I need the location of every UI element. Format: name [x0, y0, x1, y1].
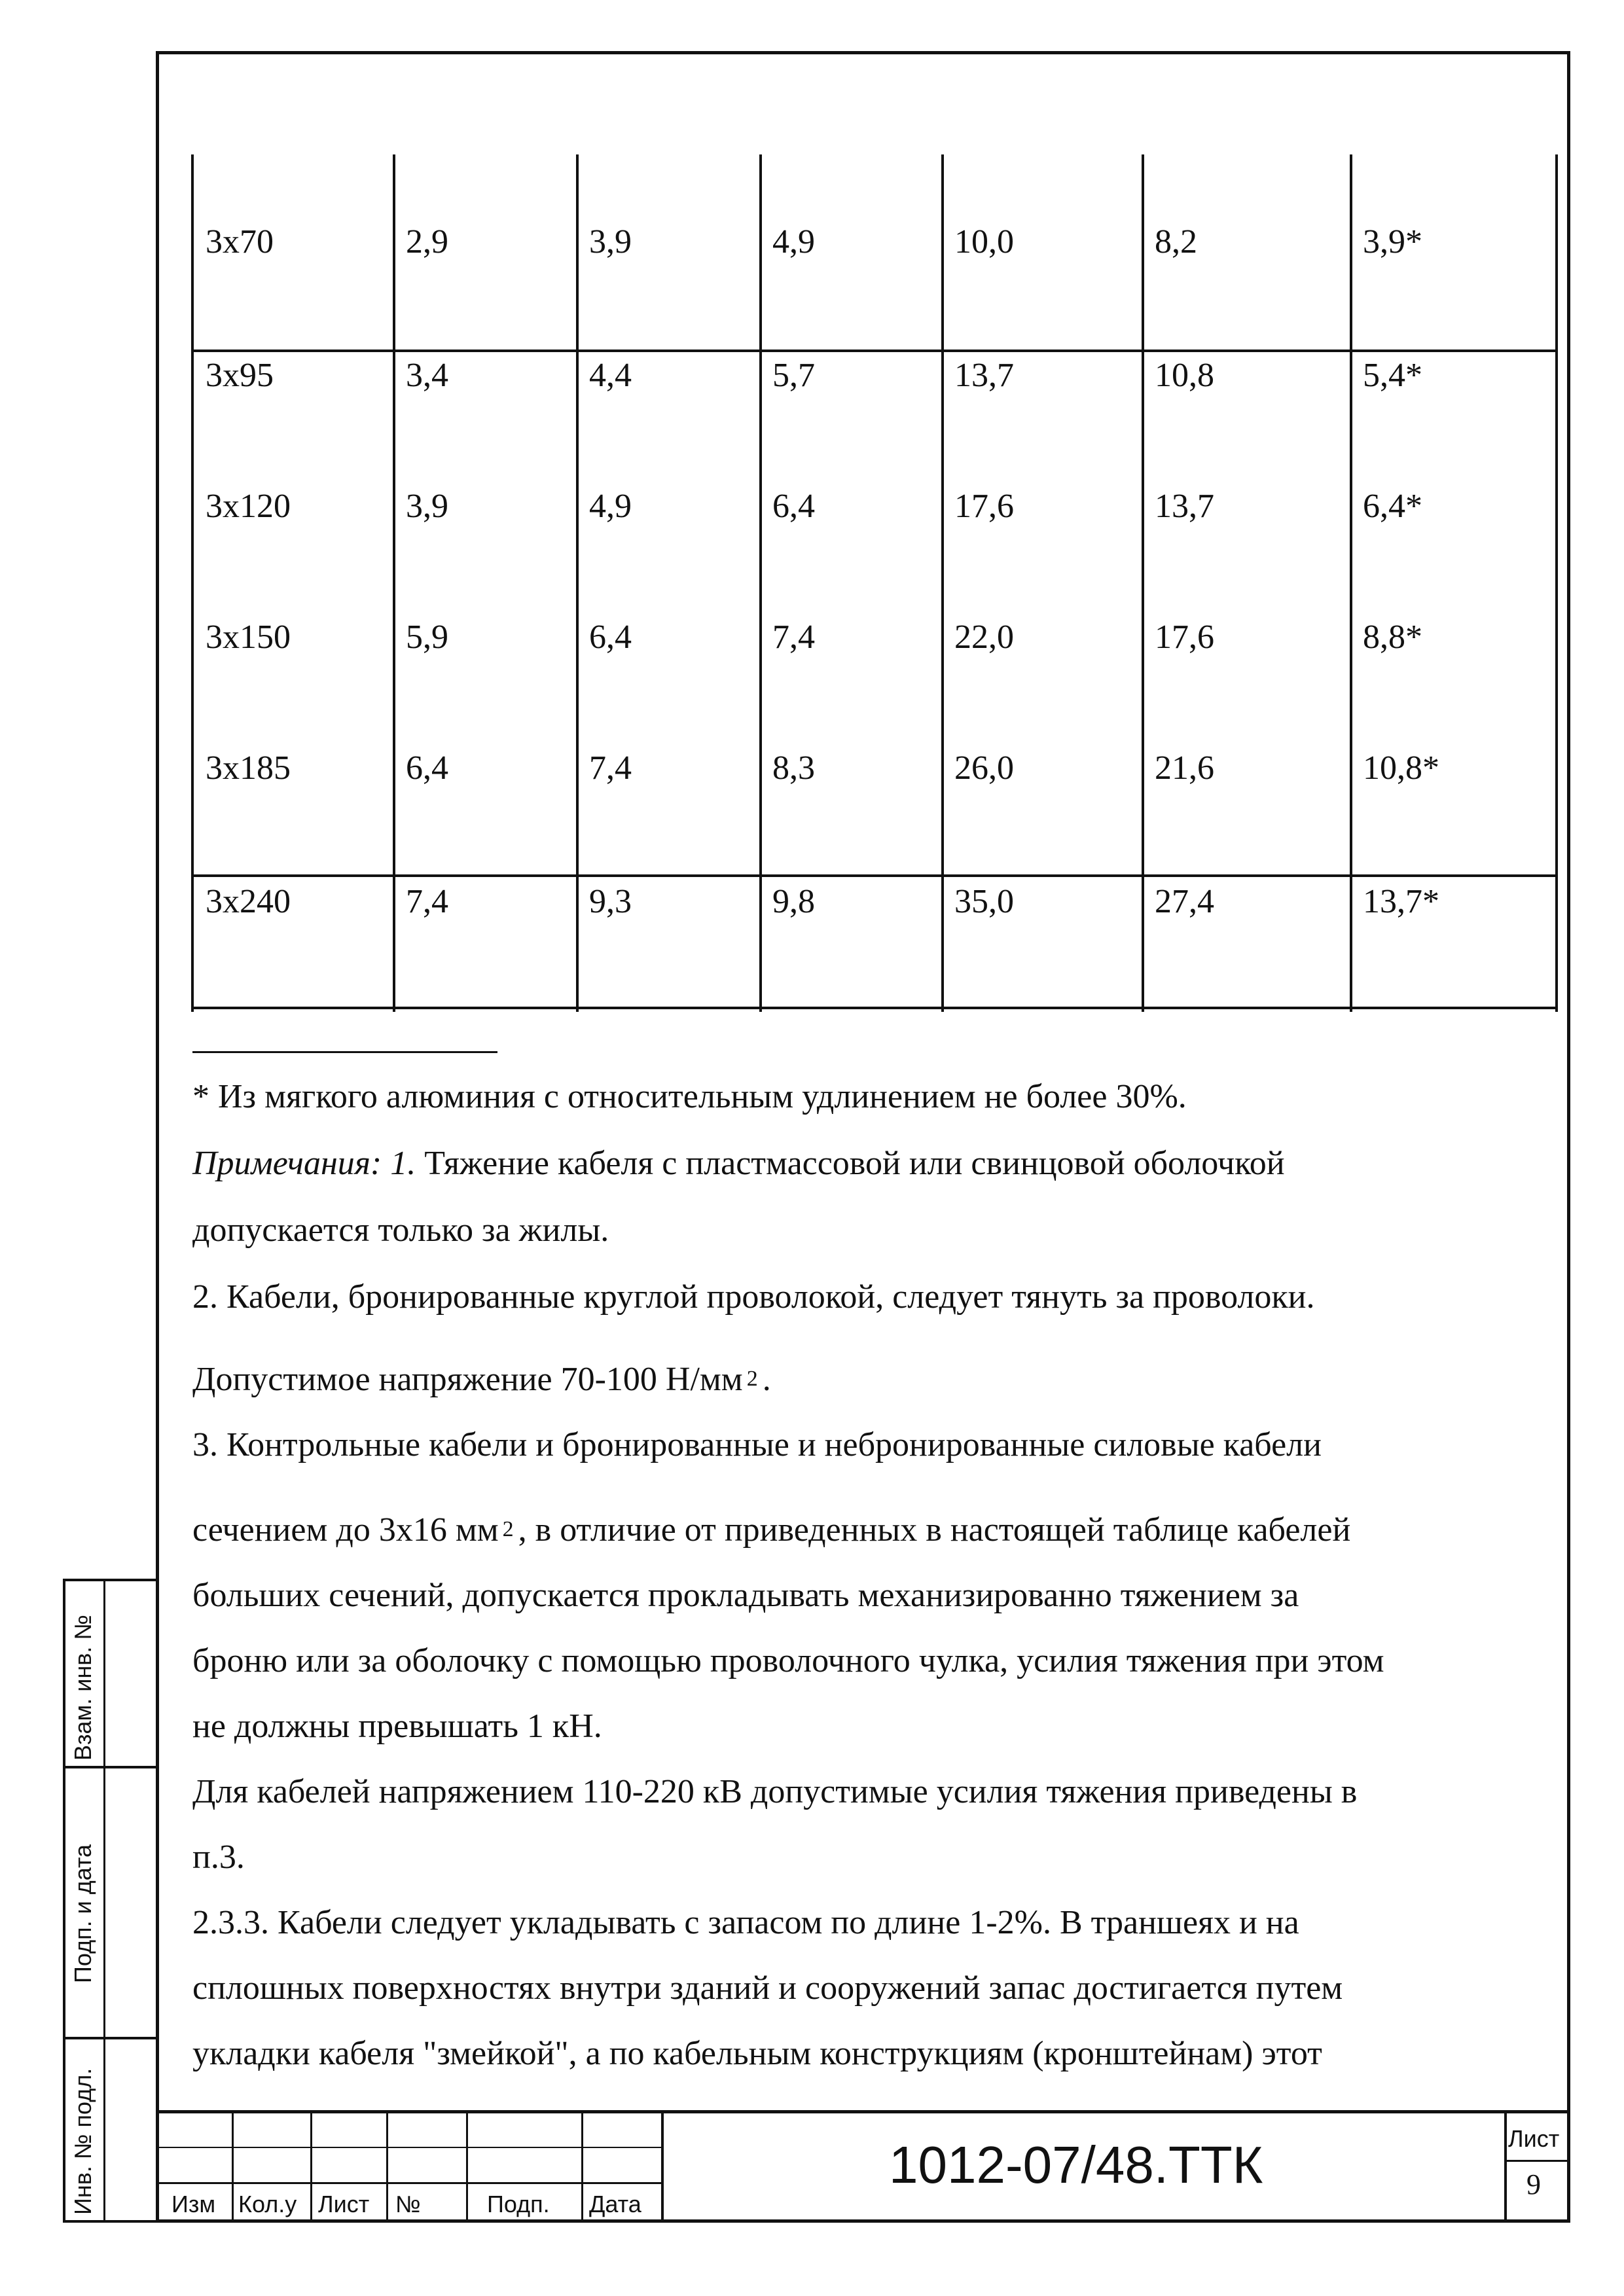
table-cell: 10,0 — [954, 223, 1014, 260]
table-col-divider — [759, 154, 762, 1012]
note-4-line-2: п.3. — [192, 1839, 245, 1876]
table-cell: 7,4 — [589, 749, 632, 787]
table-cell-section: 3x240 — [206, 883, 291, 920]
document-code: 1012-07/48.ТТК — [889, 2136, 1263, 2194]
stamp-col-line — [661, 2110, 664, 2223]
table-cell-section: 3x150 — [206, 619, 291, 656]
stamp-label-num: № — [395, 2191, 421, 2217]
side-stamp-top — [63, 1579, 158, 1581]
table-col-divider — [941, 154, 944, 1012]
side-stamp-inner — [103, 1579, 105, 2223]
table-cell: 6,4* — [1363, 488, 1422, 525]
table-cell: 9,8 — [772, 883, 815, 920]
stamp-label-izm: Изм — [171, 2191, 216, 2217]
table-cell: 9,3 — [589, 883, 632, 920]
note-4-line-1: Для кабелей напряжением 110-220 кВ допустимые усилия тяжения приведены в — [192, 1773, 1358, 1810]
table-cell: 7,4 — [772, 619, 815, 656]
table-cell: 26,0 — [954, 749, 1014, 787]
footnote-separator — [192, 1051, 497, 1053]
table-col-divider — [1142, 154, 1144, 1012]
note-2-line-1: 2. Кабели, бронированные круглой проволокой, следует тянуть за проволоки. — [192, 1278, 1315, 1316]
table-cell: 4,9 — [772, 223, 815, 260]
side-label-vzam: Взам. инв. № — [69, 1614, 96, 1761]
table-col-divider — [393, 154, 395, 1012]
section-2-3-3-line-1: 2.3.3. Кабели следует укладывать с запасом по длине 1-2%. В траншеях и на — [192, 1904, 1299, 1941]
table-cell: 3,4 — [406, 357, 448, 394]
stamp-col-line — [310, 2110, 312, 2223]
table-cell-section: 3x70 — [206, 223, 274, 260]
stamp-col-line — [386, 2110, 388, 2223]
table-col-divider — [576, 154, 579, 1012]
table-cell: 13,7* — [1363, 883, 1439, 920]
note-1-text: Тяжение кабеля с пластмассовой или свинцовой оболочкой — [416, 1145, 1285, 1182]
section-2-3-3-line-3: укладки кабеля "змейкой", а по кабельным конструкциям (кронштейнам) этот — [192, 2035, 1322, 2072]
table-border-left — [191, 154, 194, 1012]
stamp-label-podp: Подп. — [487, 2191, 550, 2217]
note-3-line-3: больших сечений, допускается прокладывать механизированно тяжением за — [192, 1577, 1299, 1614]
note-2-stress-text: Допустимое напряжение 70-100 Н/мм — [192, 1361, 743, 1398]
side-stamp-outer-left — [63, 1579, 65, 2223]
table-cell: 27,4 — [1155, 883, 1214, 920]
table-cell: 35,0 — [954, 883, 1014, 920]
page-frame — [156, 51, 1570, 2223]
sheet-number: 9 — [1526, 2168, 1541, 2200]
table-border-bottom — [191, 1007, 1558, 1009]
table-cell: 8,8* — [1363, 619, 1422, 656]
note-1-line-2: допускается только за жилы. — [192, 1211, 609, 1249]
table-cell: 3,9 — [406, 488, 448, 525]
table-cell: 13,7 — [954, 357, 1014, 394]
stamp-col-line — [232, 2110, 234, 2223]
table-cell: 6,4 — [406, 749, 448, 787]
stamp-col-line — [581, 2110, 583, 2223]
table-cell: 2,9 — [406, 223, 448, 260]
table-cell: 17,6 — [1155, 619, 1214, 656]
table-cell: 6,4 — [772, 488, 815, 525]
table-row-divider — [191, 350, 1558, 352]
stamp-top-border — [156, 2110, 1570, 2113]
stamp-label-data: Дата — [589, 2191, 641, 2217]
side-stamp-divider — [63, 1766, 158, 1768]
table-cell: 10,8 — [1155, 357, 1214, 394]
note-3-line-4: броню или за оболочку с помощью проволочного чулка, усилия тяжения при этом — [192, 1642, 1384, 1679]
section-2-3-3-line-2: сплошных поверхностях внутри зданий и сооружений запас достигается путем — [192, 1969, 1343, 2007]
table-cell: 5,9 — [406, 619, 448, 656]
note-3-section-text: сечением до 3х16 мм — [192, 1511, 499, 1549]
side-label-podp: Подп. и дата — [69, 1844, 96, 1983]
table-cell: 22,0 — [954, 619, 1014, 656]
table-cell: 6,4 — [589, 619, 632, 656]
table-row-divider — [191, 874, 1558, 877]
note-2-stress-end: . — [762, 1361, 771, 1398]
table-cell: 3,9 — [589, 223, 632, 260]
table-col-divider — [1350, 154, 1352, 1012]
table-cell-section: 3x120 — [206, 488, 291, 525]
superscript-2: 2 — [502, 1517, 514, 1541]
notes-label: Примечания: 1. — [192, 1145, 416, 1182]
sheet-label: Лист — [1508, 2125, 1560, 2152]
note-3-line-2 — [192, 1511, 1350, 1550]
superscript-2: 2 — [746, 1367, 758, 1391]
stamp-col-line — [466, 2110, 468, 2223]
table-cell: 7,4 — [406, 883, 448, 920]
footnote: * Из мягкого алюминия с относительным удлинением не более 30%. — [192, 1078, 1187, 1115]
table-cell-section: 3x185 — [206, 749, 291, 787]
table-cell: 8,2 — [1155, 223, 1197, 260]
sheet-box-divider — [1504, 2160, 1570, 2162]
table-cell: 8,3 — [772, 749, 815, 787]
table-border-right — [1555, 154, 1558, 1012]
sheet-box-left — [1504, 2110, 1507, 2223]
note-1-line-1 — [192, 1144, 1285, 1183]
table-cell: 5,7 — [772, 357, 815, 394]
table-cell: 17,6 — [954, 488, 1014, 525]
stamp-label-kol: Кол.у — [238, 2191, 297, 2217]
side-label-inv: Инв. № подл. — [69, 2068, 96, 2215]
table-cell: 4,9 — [589, 488, 632, 525]
side-stamp-bottom — [63, 2220, 158, 2223]
table-cell: 21,6 — [1155, 749, 1214, 787]
table-cell-section: 3x95 — [206, 357, 274, 394]
table-cell: 13,7 — [1155, 488, 1214, 525]
table-cell: 5,4* — [1363, 357, 1422, 394]
note-3-line-1: 3. Контрольные кабели и бронированные и небронированные силовые кабели — [192, 1426, 1322, 1463]
side-stamp-divider — [63, 2037, 158, 2039]
note-2-line-2 — [192, 1360, 771, 1399]
table-cell: 3,9* — [1363, 223, 1422, 260]
stamp-label-list: Лист — [318, 2191, 370, 2217]
table-cell: 10,8* — [1363, 749, 1439, 787]
note-3-section-rest: , в отличие от приведенных в настоящей таблице кабелей — [518, 1511, 1351, 1549]
table-cell: 4,4 — [589, 357, 632, 394]
note-3-line-5: не должны превышать 1 кН. — [192, 1708, 602, 1745]
